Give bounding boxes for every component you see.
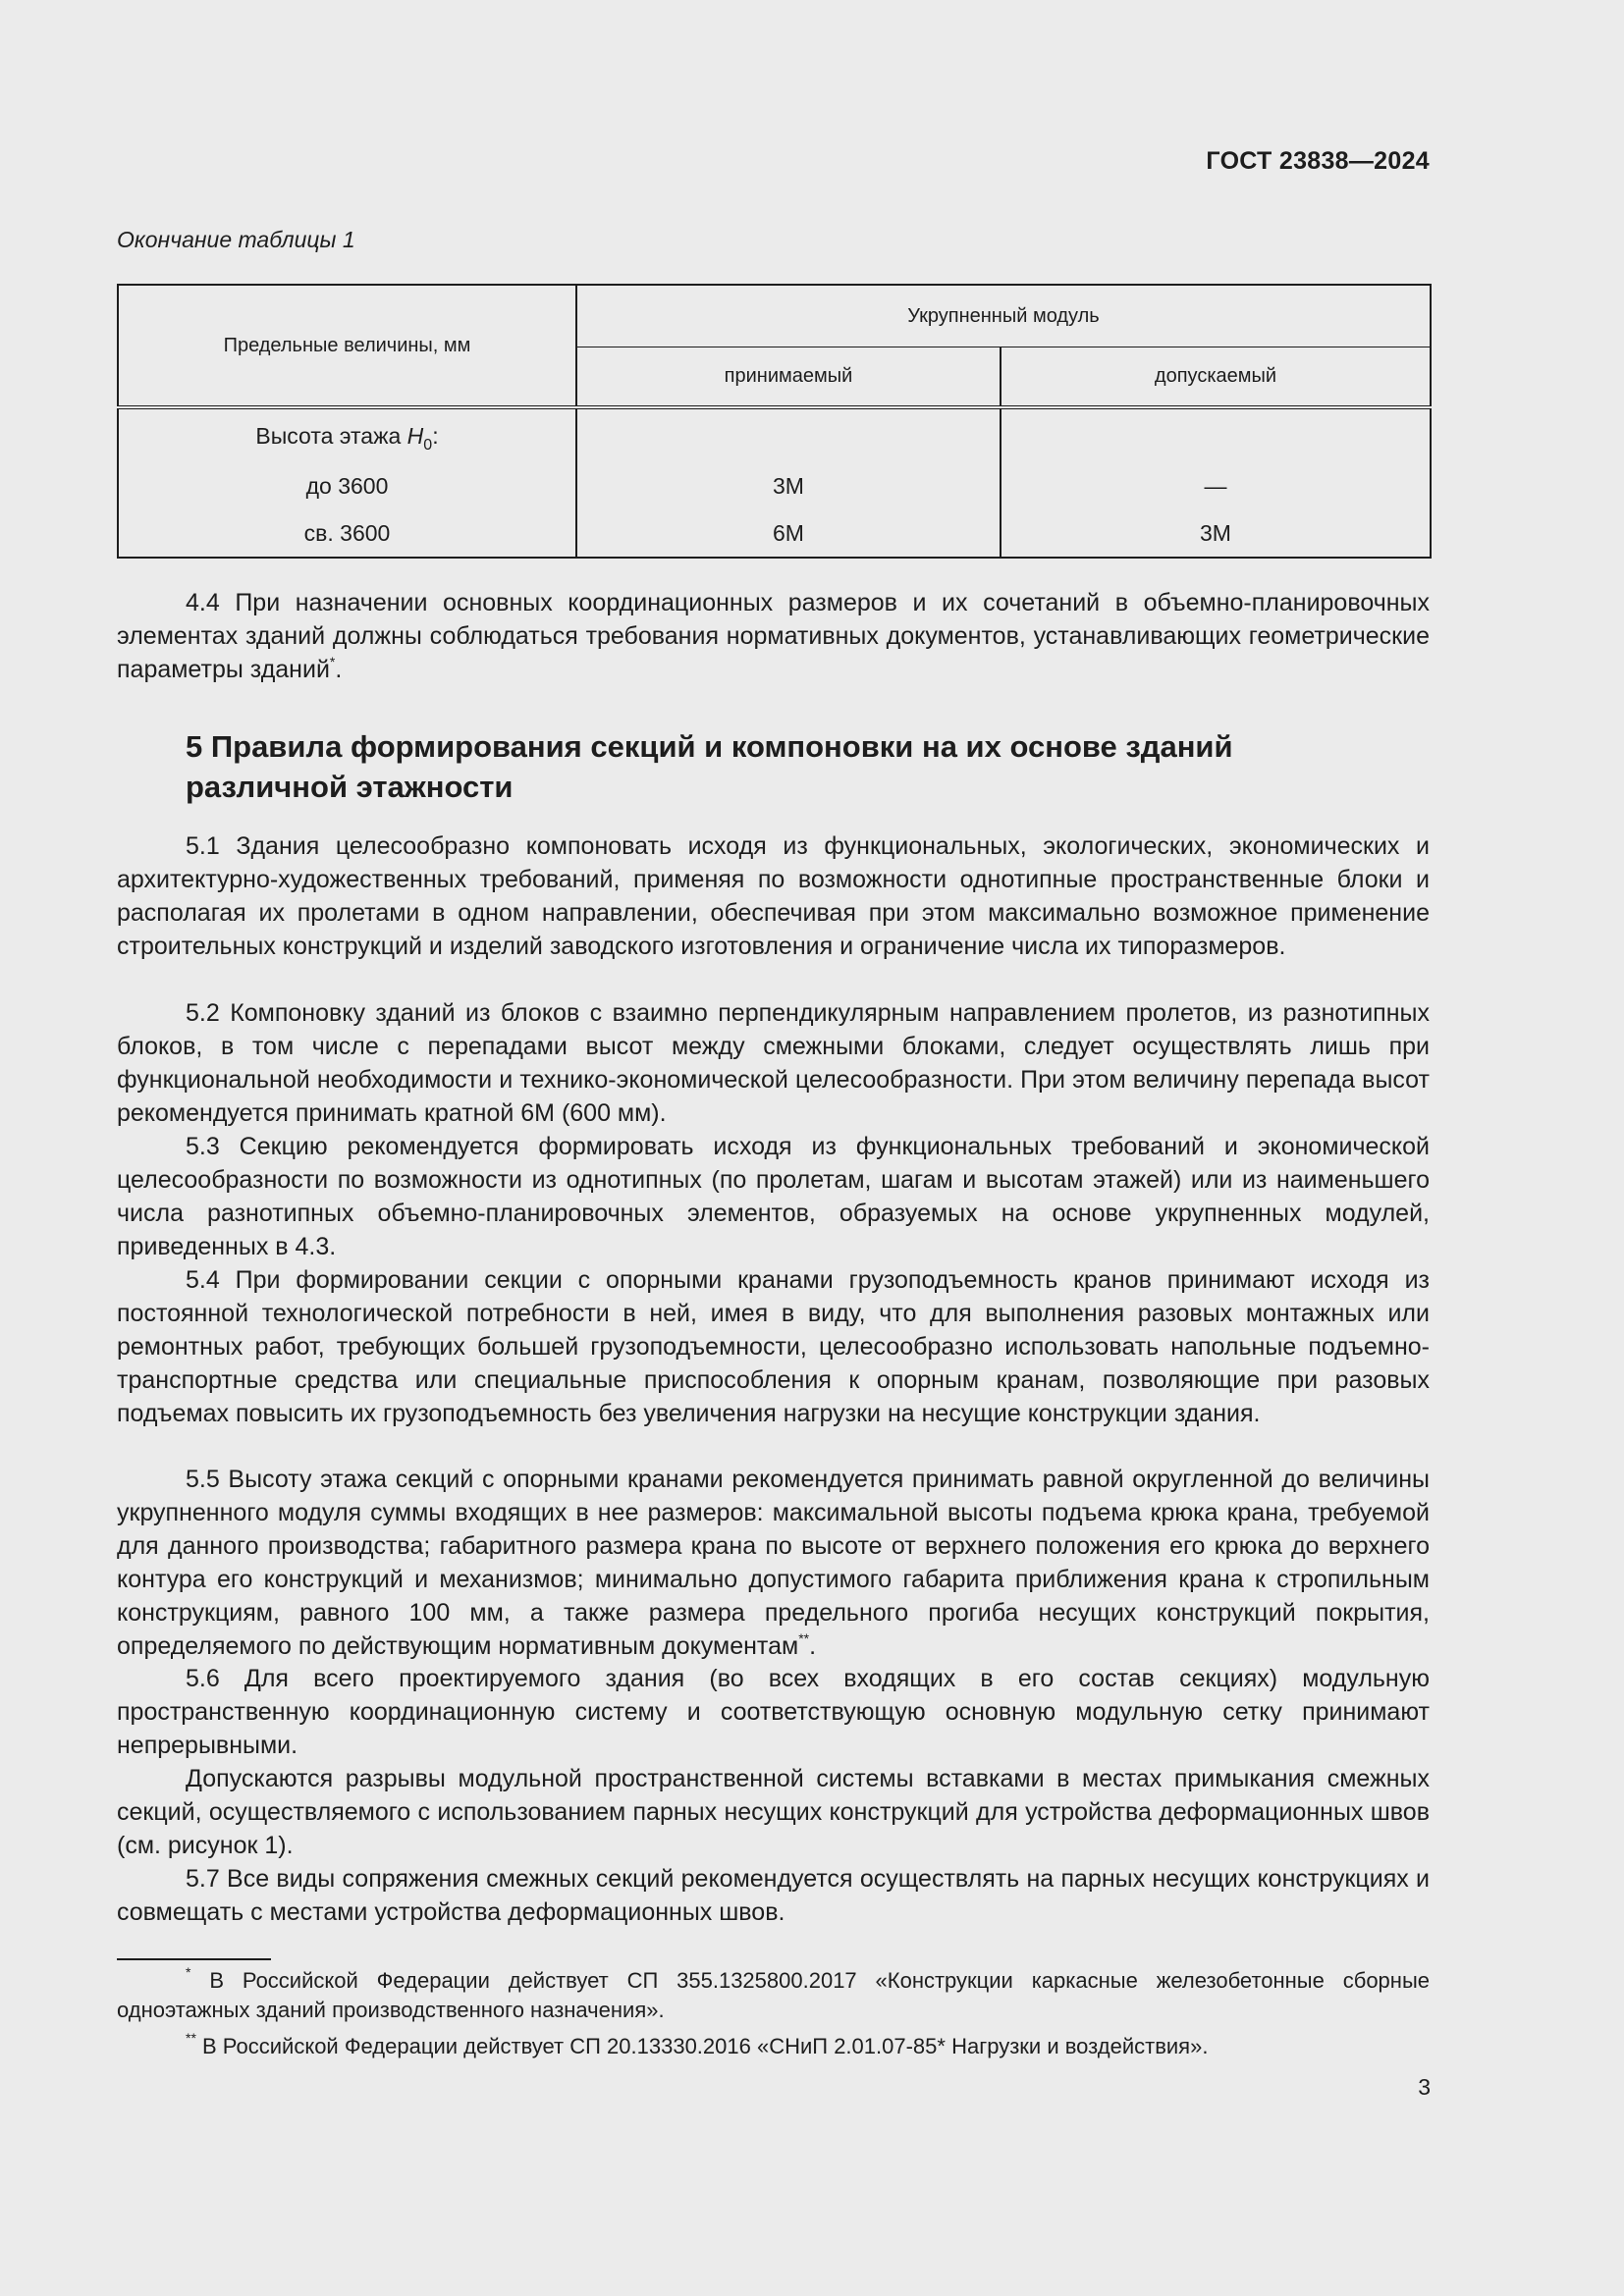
table-cell-allowed: 3М xyxy=(1001,509,1431,558)
table-cell-accepted: 6М xyxy=(576,509,1001,558)
header-limit-values: Предельные величины, мм xyxy=(118,285,576,407)
paragraph-5-7: 5.7 Все виды сопряжения смежных секций рекомендуется осуществлять на парных несущих конструкциях и совмещать с местами устройства деформационных швов. xyxy=(117,1865,1430,1926)
paragraph-5-3: 5.3 Секцию рекомендуется формировать исходя из функциональных требований и экономической целесообразности по возможности из однотипных (по пролетам, шагам и высотам этажей) или из наименьшего числа разнотипных объемно-планировочных элементов, образуемых на основе укрупненных модулей, приведенных в 4.3. xyxy=(117,1133,1430,1260)
group-label-floor-height: Высота этажа $H_0$: xyxy=(118,407,576,462)
paragraph-5-5: 5.5 Высоту этажа секций с опорными кранами рекомендуется принимать равной округленной до величины укрупненного модуля суммы входящих в нее размеров: максимальной высоты подъема крюка крана, требуемой для данного производства; габаритного размера крана по высоте от верхнего положения его крюка до верхнего контура его конструкций и механизмов; минимально допустимого габарита приближения крана к стропильным конструкциям, равного 100 мм, а также размера предельного прогиба несущих конструкций покрытия, определяемого по действующим нормативным документам**. xyxy=(117,1466,1430,1660)
section-5-title: 5 Правила формирования секций и компоновки на их основе зданий различной этажности xyxy=(186,729,1233,804)
modules-table xyxy=(117,284,1432,559)
table-cell-empty xyxy=(576,407,1001,462)
table-row-label: до 3600 xyxy=(118,462,576,509)
paragraph-5-6: 5.6 Для всего проектируемого здания (во всех входящих в его состав секциях) модульную пространственную координационную систему и соответствующую основную модульную сетку принимают непрерывными. xyxy=(117,1665,1430,1759)
header-accepted: принимаемый xyxy=(576,347,1001,408)
header-allowed: допускаемый xyxy=(1001,347,1431,408)
table-row-label: св. 3600 xyxy=(118,509,576,558)
table-caption: Окончание таблицы 1 xyxy=(117,227,355,252)
header-enlarged-module: Укрупненный модуль xyxy=(576,285,1431,347)
footnote-1: * В Российской Федерации действует СП 355.1325800.2017 «Конструкции каркасные железобетонные сборные одноэтажных зданий производственного назначения». xyxy=(117,1964,1430,2022)
footnote-divider xyxy=(117,1958,271,1960)
table-cell-allowed: — xyxy=(1001,462,1431,509)
footnote-2: ** В Российской Федерации действует СП 20.13330.2016 «СНиП 2.01.07-85* Нагрузки и воздействия». xyxy=(186,2030,1209,2058)
table-cell-empty xyxy=(1001,407,1431,462)
paragraph-5-2: 5.2 Компоновку зданий из блоков с взаимно перпендикулярным направлением пролетов, из разнотипных блоков, в том числе с перепадами высот между смежными блоками, следует осуществлять лишь при функциональной необходимости и технико-экономической целесообразности. При этом величину перепада высот рекомендуется принимать кратной 6М (600 мм). xyxy=(117,999,1430,1127)
page-number: 3 xyxy=(1418,2074,1431,2100)
paragraph-4-4: 4.4 При назначении основных координационных размеров и их сочетаний в объемно-планировочных элементах зданий должны соблюдаться требования нормативных документов, устанавливающих геометрические параметры зданий*. xyxy=(117,589,1430,683)
paragraph-5-6-continued: Допускаются разрывы модульной пространственной системы вставками в местах примыкания смежных секций, осуществляемого с использованием парных несущих конструкций для устройства деформационных швов (см. рисунок 1). xyxy=(117,1765,1430,1859)
paragraph-5-4: 5.4 При формировании секции с опорными кранами грузоподъемность кранов принимают исходя из постоянной технологической потребности в ней, имея в виду, что для выполнения разовых монтажных или ремонтных работ, требующих большей грузоподъемности, целесообразно использовать напольные подъемно-транспортные средства или специальные приспособления к опорным кранам, позволяющие при разовых подъемах повысить их грузоподъемность без увеличения нагрузки на несущие конструкции здания. xyxy=(117,1266,1430,1427)
document-code: ГОСТ 23838—2024 xyxy=(1206,147,1430,175)
paragraph-5-1: 5.1 Здания целесообразно компоновать исходя из функциональных, экологических, экономических и архитектурно-художественных требований, применяя по возможности однотипные пространственные блоки и располагая их пролетами в одном направлении, обеспечивая при этом максимально возможное применение строительных конструкций и изделий заводского изготовления и ограничение числа их типоразмеров. xyxy=(117,832,1430,960)
table-cell-accepted: 3М xyxy=(576,462,1001,509)
